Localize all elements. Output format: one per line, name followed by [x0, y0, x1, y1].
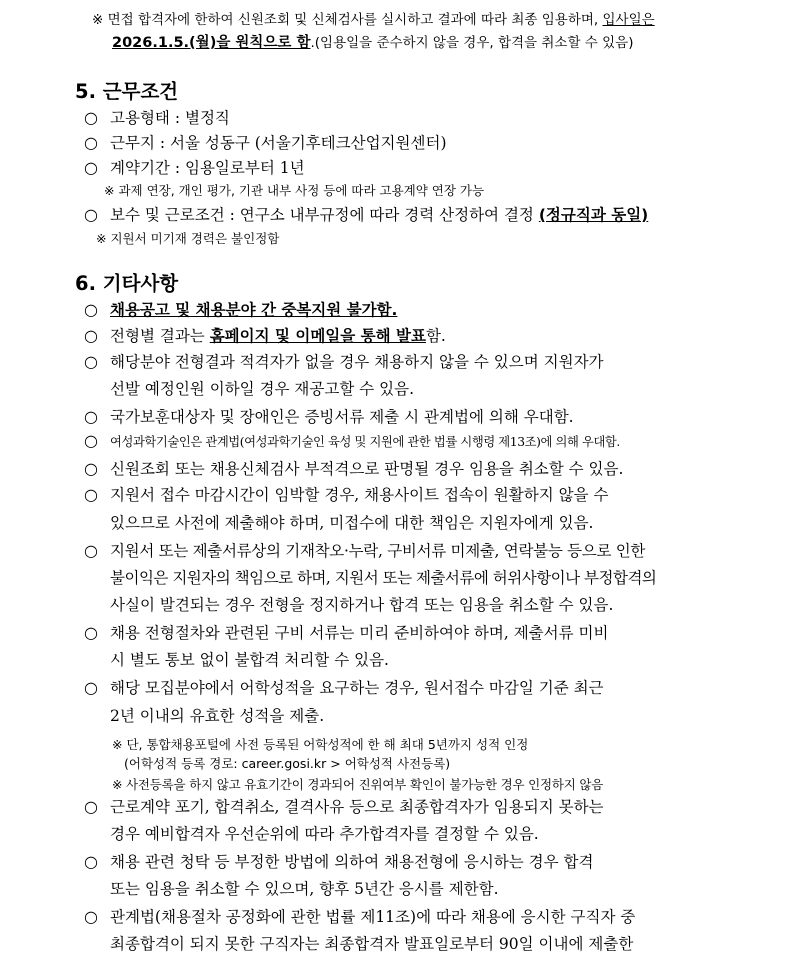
section5-title: 5. 근무조건	[75, 80, 179, 103]
item-text: 전형별 결과는	[110, 327, 205, 345]
bullet-icon: ○	[84, 326, 98, 345]
section6-item13	[84, 905, 635, 927]
item-text: 채용 관련 청탁 등 부정한 방법에 의하여 채용전형에 응시하는 경우 합격	[110, 853, 594, 871]
item-text: 근무지 : 서울 성동구 (서울기후테크산업지원센터)	[110, 134, 447, 152]
top-note-line1	[92, 8, 718, 28]
start-date-tail: .(임용일을 준수하지 않을 경우, 합격을 취소할 수 있음)	[310, 35, 634, 51]
section6-item8	[84, 539, 645, 561]
section5-item-workplace	[84, 131, 447, 153]
section5-note-contract: ※ 과제 연장, 개인 평가, 기관 내부 사정 등에 따라 고용계약 연장 가능	[104, 183, 485, 198]
section6-item4	[84, 405, 574, 427]
bullet-icon: ○	[84, 459, 98, 478]
top-note-text: 면접 합격자에 한하여 신원조회 및 신체검사를 실시하고 결과에 따라 최종 임용하며,	[107, 12, 599, 28]
bullet-icon: ○	[84, 852, 98, 871]
section6-item6	[84, 457, 623, 479]
section6-title: 6. 기타사항	[75, 272, 179, 295]
item-text: 계약기간 : 임용일로부터 1년	[110, 159, 305, 177]
section6-item3	[84, 350, 604, 372]
bullet-icon: ○	[84, 133, 98, 152]
section6-item2	[84, 324, 446, 346]
section6-item11-cont: 경우 예비합격자 우선순위에 따라 추가합격자를 결정할 수 있음.	[110, 825, 539, 843]
bullet-icon: ○	[84, 907, 98, 926]
section5-item-employment-type	[84, 106, 230, 128]
section6-item7	[84, 483, 608, 505]
item-text: 보수 및 근로조건 : 연구소 내부규정에 따라 경력 산정하여 결정	[110, 206, 534, 224]
section6-item8-cont2: 사실이 발견되는 경우 전형을 정지하거나 합격 또는 임용을 취소할 수 있음.	[110, 596, 614, 614]
note-mark: ※	[92, 12, 104, 28]
section6-item9-cont: 시 별도 통보 없이 불합격 처리할 수 있음.	[110, 651, 389, 669]
item-text: 채용공고 및 채용분야 간 중복지원 불가함.	[110, 301, 398, 319]
bullet-icon: ○	[84, 678, 98, 697]
language-score-note1: ※ 단, 통합채용포털에 사전 등록된 어학성적에 한 해 최대 5년까지 성적 인정	[112, 737, 529, 752]
start-date-bold: 2026.1.5.(월)을 원칙으로 함	[112, 35, 311, 51]
section6-item8-cont1: 불이익은 지원자의 책임으로 하며, 지원서 또는 제출서류에 허위사항이나 부정합격의	[110, 569, 657, 587]
item-text: 해당 모집분야에서 어학성적을 요구하는 경우, 원서접수 마감일 기준 최근	[110, 679, 604, 697]
item-text: 고용형태 : 별정직	[110, 109, 230, 127]
item-text: 지원서 또는 제출서류상의 기재착오·누락, 구비서류 미제출, 연락불능 등으로 인한	[110, 542, 646, 560]
item-text: 해당분야 전형결과 적격자가 없을 경우 채용하지 않을 수 있으며 지원자가	[110, 353, 604, 371]
section5-item-pay	[84, 203, 648, 225]
bullet-icon: ○	[84, 300, 98, 319]
item-text: 신원조회 또는 채용신체검사 부적격으로 판명될 경우 임용을 취소할 수 있음.	[110, 460, 624, 478]
bullet-icon: ○	[84, 158, 98, 177]
start-date-label: 입사일은	[602, 12, 655, 28]
section5-note-career: ※ 지원서 미기재 경력은 불인정함	[96, 231, 280, 246]
section6-item7-cont: 있으므로 사전에 제출해야 하며, 미접수에 대한 책임은 지원자에게 있음.	[110, 514, 594, 532]
pay-bold: (정규직과 동일)	[538, 206, 649, 224]
top-note-line2	[112, 31, 633, 52]
section6-item1	[84, 298, 397, 320]
section6-item10	[84, 676, 604, 698]
item-text-tail: 함.	[425, 327, 446, 345]
bullet-icon: ○	[84, 797, 98, 816]
item-text: 관계법(채용절차 공정화에 관한 법률 제11조)에 따라 채용에 응시한 구직자 중	[110, 908, 636, 926]
bullet-icon: ○	[84, 431, 98, 450]
bullet-icon: ○	[84, 485, 98, 504]
section6-item10-cont: 2년 이내의 유효한 성적을 제출.	[110, 707, 325, 725]
item-text: 지원서 접수 마감시간이 임박할 경우, 채용사이트 접속이 원활하지 않을 수	[110, 486, 609, 504]
language-score-note2: (어학성적 등록 경로: career.gosi.kr > 어학성적 사전등록)	[124, 756, 451, 771]
item-text: 국가보훈대상자 및 장애인은 증빙서류 제출 시 관계법에 의해 우대함.	[110, 408, 574, 426]
section6-item9	[84, 621, 608, 643]
item-text: 여성과학기술인은 관계법(여성과학기술인 육성 및 지원에 관한 법률 시행령 제13조)에 의해 우대함.	[110, 435, 620, 449]
section6-item13-cont: 최종합격이 되지 못한 구직자는 최종합격자 발표일로부터 90일 이내에 제출한	[110, 935, 634, 953]
bullet-icon: ○	[84, 108, 98, 127]
language-score-note3: ※ 사전등록을 하지 않고 유효기간이 경과되어 진위여부 확인이 불가능한 경우 인정하지 않음	[112, 777, 604, 792]
item-text: 채용 전형절차와 관련된 구비 서류는 미리 준비하여야 하며, 제출서류 미비	[110, 624, 609, 642]
section6-item12-cont: 또는 임용을 취소할 수 있으며, 향후 5년간 응시를 제한함.	[110, 880, 499, 898]
section6-item3-cont: 선발 예정인원 이하일 경우 재공고할 수 있음.	[110, 380, 415, 398]
bullet-icon: ○	[84, 407, 98, 426]
section5-item-contract-period	[84, 156, 305, 178]
item-text: 근로계약 포기, 합격취소, 결격사유 등으로 최종합격자가 임용되지 못하는	[110, 798, 604, 816]
item-bold-text: 홈페이지 및 이메일을 통해 발표	[209, 327, 426, 345]
section6-item5	[84, 431, 620, 450]
section6-item12	[84, 850, 594, 872]
bullet-icon: ○	[84, 205, 98, 224]
bullet-icon: ○	[84, 541, 98, 560]
bullet-icon: ○	[84, 352, 98, 371]
section6-item11	[84, 795, 604, 817]
bullet-icon: ○	[84, 623, 98, 642]
